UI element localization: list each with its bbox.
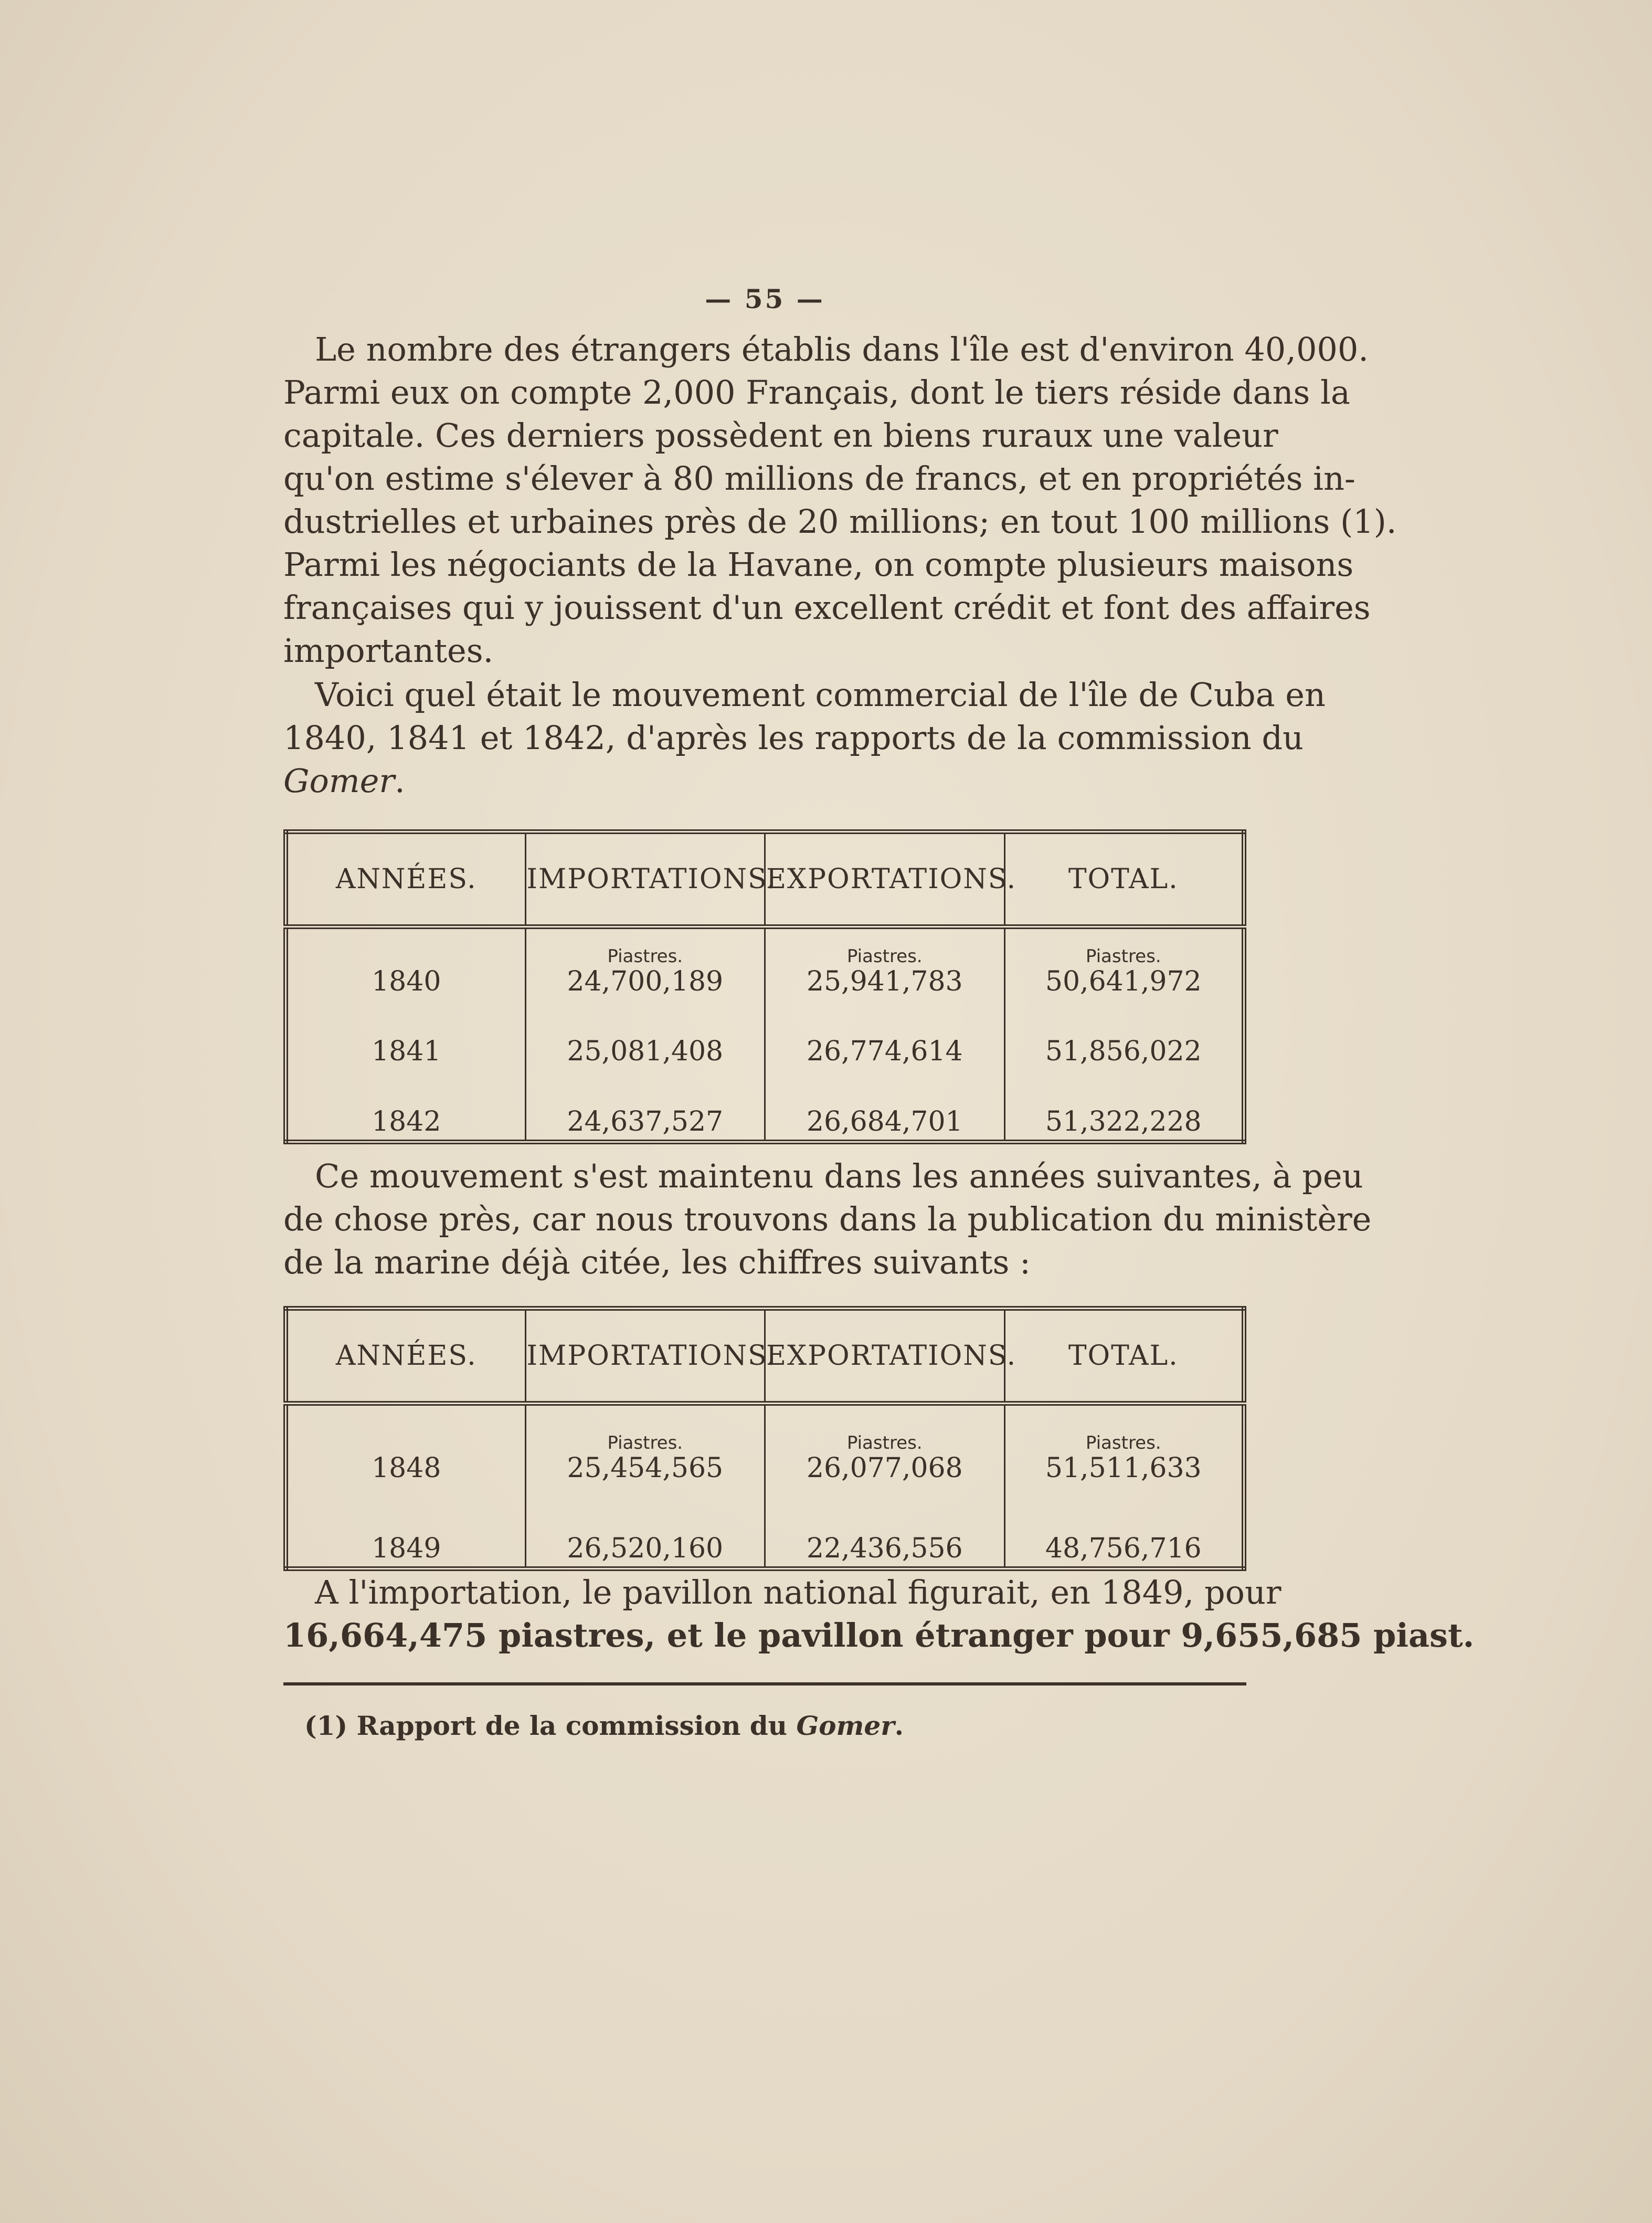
paragraph-foreigners [283, 328, 1397, 672]
text-line: 1840, 1841 et 1842, d'après les rapports de la commission du [283, 719, 1304, 757]
text-line: de chose près, car nous trouvons dans la publication du ministère [283, 1200, 1372, 1238]
cell-value: 25,454,565 [567, 1452, 724, 1484]
cell-total [1004, 1404, 1244, 1487]
cell-imports: 25,081,408 [525, 999, 765, 1069]
cell-value: 50,641,972 [1045, 966, 1202, 998]
cell-exports: 22,436,556 [765, 1486, 1005, 1569]
table-header-row [286, 1309, 1244, 1404]
text-line: Parmi les négociants de la Havane, on compte plusieurs maisons [283, 545, 1354, 584]
column-header-imports: IMPORTATIONS. [525, 1309, 765, 1404]
cell-imports: 24,637,527 [525, 1069, 765, 1142]
cell-imports: 26,520,160 [525, 1486, 765, 1569]
column-header-total: TOTAL. [1004, 832, 1244, 927]
cell-total: 48,756,716 [1004, 1486, 1244, 1569]
cell-value: 25,941,783 [806, 966, 963, 998]
unit-label: Piastres. [846, 1432, 923, 1453]
footnote [304, 1710, 904, 1741]
unit-label: Piastres. [1085, 946, 1161, 967]
paragraph-flags [283, 1571, 1475, 1657]
italic-word: Gomer [283, 762, 395, 800]
cell-year: 1842 [372, 1106, 441, 1137]
cell-year: 1841 [372, 1035, 441, 1067]
unit-label: Piastres. [607, 946, 683, 967]
table-header-row [286, 832, 1244, 927]
table-row [286, 999, 1244, 1069]
text-line: capitale. Ces derniers possèdent en biens ruraux une valeur [283, 416, 1278, 455]
text-line: Parmi eux on compte 2,000 Français, dont le tiers réside dans la [283, 373, 1350, 412]
text-line: dustrielles et urbaines près de 20 millions; en tout 100 millions (1). [283, 502, 1397, 541]
text-line [283, 760, 1246, 803]
page-number: — 55 — [705, 283, 825, 314]
text-line: Voici quel était le mouvement commercial de l'île de Cuba en [315, 676, 1326, 714]
cell-year: 1849 [372, 1533, 441, 1564]
footnote-punct: . [894, 1710, 904, 1741]
text-line: françaises qui y jouissent d'un excellent crédit et font des affaires [283, 588, 1371, 627]
trade-table-1848-1849 [283, 1306, 1246, 1571]
footnote-rule [283, 1682, 1246, 1685]
text-line: de la marine déjà citée, les chiffres suivants : [283, 1243, 1031, 1281]
cell-year: 1848 [372, 1452, 441, 1484]
paragraph-commerce-intro [283, 673, 1326, 803]
paragraph-following-years [283, 1155, 1372, 1284]
text-line: 16,664,475 piastres, et le pavillon étranger pour 9,655,685 piast. [283, 1616, 1475, 1655]
cell-exports: 26,684,701 [765, 1069, 1005, 1142]
table-row [286, 927, 1244, 1000]
table-row [286, 1404, 1244, 1487]
cell-total [1004, 927, 1244, 1000]
footnote-text: Rapport de la commission du [356, 1710, 788, 1741]
text-line: A l'importation, le pavillon national figurait, en 1849, pour [315, 1573, 1282, 1611]
unit-label: Piastres. [1085, 1432, 1161, 1453]
column-header-exports: EXPORTATIONS. [765, 1309, 1005, 1404]
cell-value: 26,077,068 [806, 1452, 963, 1484]
column-header-total: TOTAL. [1004, 1309, 1244, 1404]
punctuation: . [394, 762, 405, 800]
cell-exports [765, 1404, 1005, 1487]
column-header-years: ANNÉES. [286, 832, 526, 927]
column-header-years: ANNÉES. [286, 1309, 526, 1404]
footnote-italic: Gomer [796, 1710, 895, 1741]
unit-label: Piastres. [607, 1432, 683, 1453]
table-row [286, 1486, 1244, 1569]
column-header-exports: EXPORTATIONS. [765, 832, 1005, 927]
cell-imports [525, 1404, 765, 1487]
column-header-imports: IMPORTATIONS. [525, 832, 765, 927]
trade-table-1840-1842 [283, 829, 1246, 1144]
text-line: Le nombre des étrangers établis dans l'île est d'environ 40,000. [315, 330, 1369, 368]
cell-value: 51,511,633 [1045, 1452, 1202, 1484]
cell-total: 51,322,228 [1004, 1069, 1244, 1142]
cell-value: 24,700,189 [567, 966, 724, 998]
unit-label: Piastres. [846, 946, 923, 967]
cell-imports [525, 927, 765, 1000]
cell-total: 51,856,022 [1004, 999, 1244, 1069]
table-row [286, 1069, 1244, 1142]
footnote-marker: (1) [304, 1710, 348, 1741]
cell-exports [765, 927, 1005, 1000]
text-line: Ce mouvement s'est maintenu dans les années suivantes, à peu [315, 1157, 1363, 1195]
text-line: importantes. [283, 631, 494, 670]
cell-exports: 26,774,614 [765, 999, 1005, 1069]
text-line: qu'on estime s'élever à 80 millions de francs, et en propriétés in- [283, 459, 1356, 498]
cell-year: 1840 [372, 966, 441, 998]
